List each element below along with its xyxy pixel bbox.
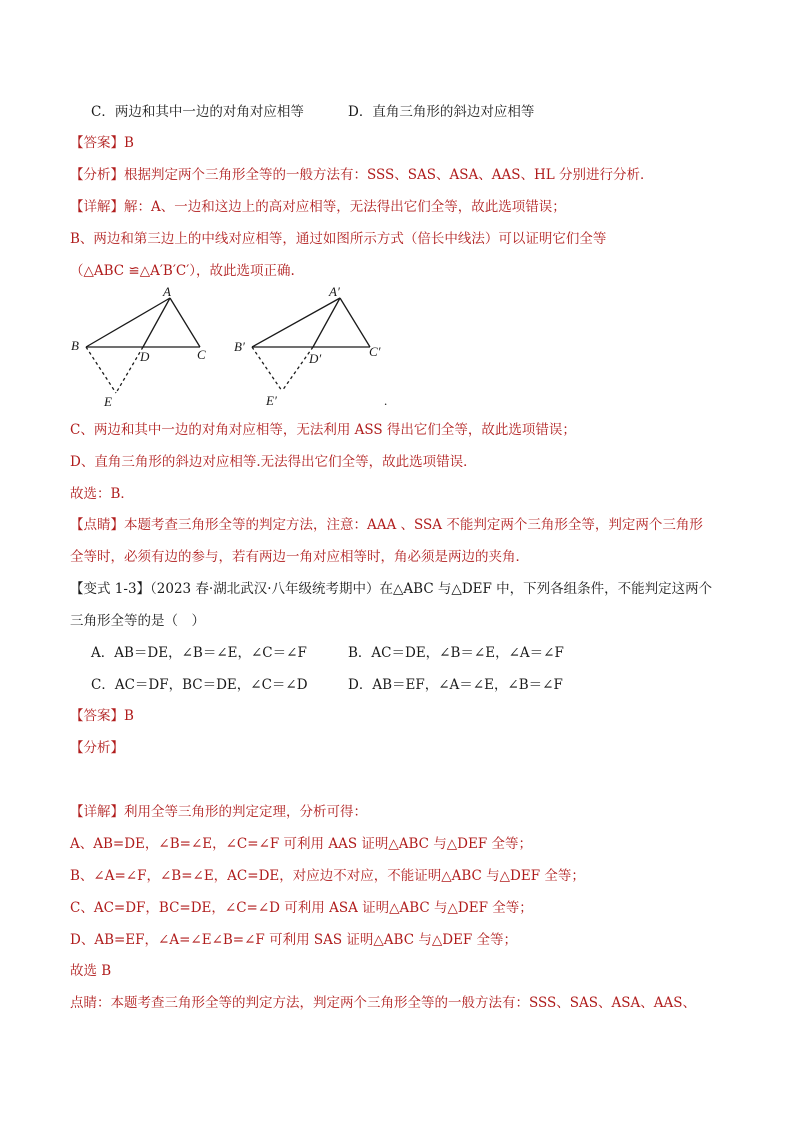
- variant-analysis-tag: 【分析】: [70, 740, 124, 756]
- variant-answer-line: [70, 707, 134, 725]
- detail-a-text: 解：A、一边和这边上的高对应相等，无法得出它们全等，故此选项错误；: [124, 199, 566, 215]
- label-d-prime: D′: [309, 351, 322, 366]
- segment-a-c-prime: [340, 298, 370, 347]
- analysis-line: [70, 166, 654, 184]
- answer-value: B: [124, 135, 134, 151]
- segment-ab: [86, 298, 170, 347]
- segment-de: [116, 347, 143, 393]
- option-d: D．直角三角形的斜边对应相等: [348, 104, 535, 120]
- detail-tag: 【详解】: [70, 199, 124, 215]
- variant-choose: 故选 B: [70, 963, 112, 979]
- detail-line-a: [70, 198, 566, 216]
- label-e: E: [104, 394, 112, 409]
- analysis-text: 根据判定两个三角形全等的一般方法有：SSS、SAS、ASA、AAS、HL 分别进行分析．: [124, 167, 654, 183]
- label-b: B: [71, 338, 79, 353]
- variant-line-c: C、AC=DF，BC=DE，∠C=∠D 可利用 ASA 证明△ABC 与△DEF 全等；: [70, 900, 533, 916]
- congruent-triangles-figure: [0, 285, 794, 415]
- label-c-prime: C′: [369, 344, 381, 359]
- comment-line-1: [70, 516, 703, 534]
- variant-stem-1: [70, 580, 712, 598]
- variant-option-c: C．AC＝DF，BC＝DE，∠C＝∠D: [91, 677, 308, 693]
- label-b-prime: B′: [234, 339, 245, 354]
- right-triangle-figure: [252, 298, 370, 391]
- variant-option-d: D．AB＝EF，∠A＝∠E，∠B＝∠F: [348, 677, 563, 693]
- detail-line-c: C、两边和其中一边的对角对应相等，无法利用 ASS 得出它们全等，故此选项错误；: [70, 422, 576, 438]
- segment-be: [86, 347, 116, 393]
- option-c: C．两边和其中一边的对角对应相等: [91, 104, 304, 120]
- variant-stem-text: （2023 春·湖北武汉·八年级统考期中）在△ABC 与△DEF 中，下列各组条件，不能判定这两个: [150, 581, 713, 597]
- detail-line-b2: （△ABC ≌△A′B′C′），故此选项正确.: [70, 263, 295, 279]
- label-e-prime: E′: [266, 393, 277, 408]
- analysis-tag: 【分析】: [70, 167, 124, 183]
- variant-line-a: A、AB=DE，∠B=∠E，∠C=∠F 可利用 AAS 证明△ABC 与△DEF 全等；: [70, 836, 533, 852]
- variant-detail-tag: 【详解】: [70, 804, 124, 820]
- comment-tag: 【点睛】: [70, 517, 124, 533]
- variant-detail-line: [70, 803, 367, 821]
- segment-ac: [170, 298, 200, 347]
- label-a: A: [163, 285, 171, 299]
- variant-option-b: B．AC＝DE，∠B＝∠E，∠A＝∠F: [348, 645, 564, 661]
- variant-answer-tag: 【答案】: [70, 708, 124, 724]
- variant-line-b: B、∠A=∠F，∠B=∠E，AC=DE，对应边不对应，不能证明△ABC 与△DEF 全等；: [70, 868, 585, 884]
- variant-line-d: D、AB=EF，∠A=∠E∠B=∠F 可利用 SAS 证明△ABC 与△DEF 全等；: [70, 932, 518, 948]
- variant-answer-value: B: [124, 708, 134, 724]
- label-a-prime: A′: [329, 285, 340, 299]
- variant-comment: 点睛：本题考查三角形全等的判定方法，判定两个三角形全等的一般方法有：SSS、SAS、ASA、AAS、: [70, 995, 697, 1011]
- figure-trailing-dot: .: [384, 393, 388, 408]
- variant-stem-2: 三角形全等的是（ ）: [70, 613, 205, 629]
- answer-line: [70, 134, 134, 152]
- segment-b-e-prime: [252, 347, 282, 391]
- left-triangle-figure: [86, 298, 200, 393]
- comment-line-2: 全等时，必须有边的参与，若有两边一角对应相等时，角必须是两边的夹角．: [70, 549, 529, 565]
- variant-option-a: A．AB＝DE，∠B＝∠E，∠C＝∠F: [91, 645, 307, 661]
- variant-detail-intro: 利用全等三角形的判定定理，分析可得：: [124, 804, 367, 820]
- comment-text-1: 本题考查三角形全等的判定方法，注意：AAA 、SSA 不能判定两个三角形全等，判定两个三角形: [124, 517, 703, 533]
- label-d: D: [140, 349, 150, 364]
- detail-line-d: D、直角三角形的斜边对应相等.无法得出它们全等，故此选项错误．: [70, 454, 477, 470]
- variant-tag: 【变式 1-3】: [70, 581, 151, 597]
- detail-line-b1: B、两边和第三边上的中线对应相等，通过如图所示方式（倍长中线法）可以证明它们全等: [70, 231, 607, 247]
- label-c: C: [197, 347, 206, 362]
- answer-tag: 【答案】: [70, 135, 124, 151]
- choose-line: 故选：B．: [70, 486, 134, 502]
